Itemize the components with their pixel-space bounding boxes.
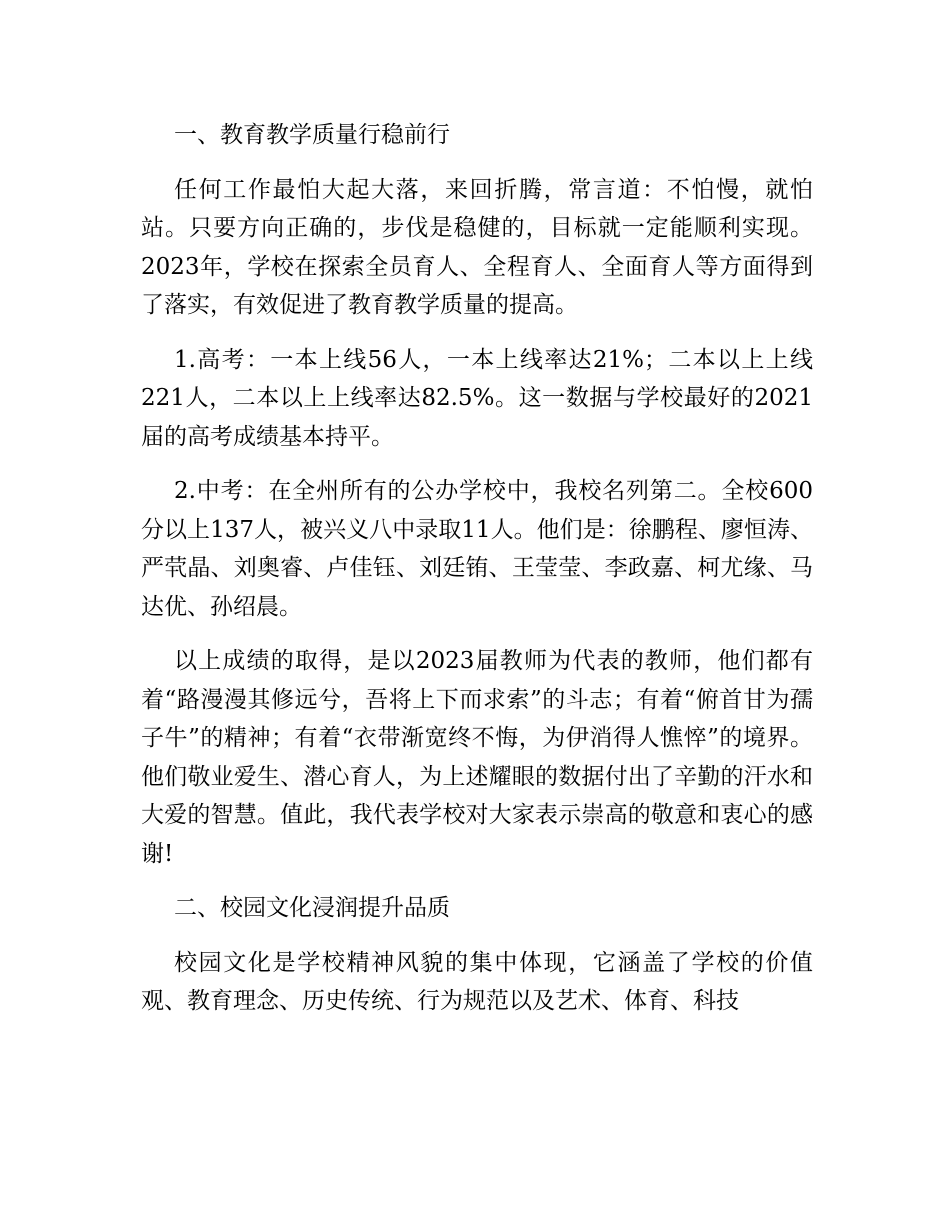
paragraph-teachers-thanks: 以上成绩的取得，是以2023届教师为代表的教师，他们都有着“路漫漫其修远兮，吾将上下而求索”的斗志；有着“俯首甘为孺子牛”的精神；有着“衣带渐宽终不悔，为伊消得人憔悴”的境界。他们敬业爱生、潜心育人，为上述耀眼的数据付出了辛勤的汗水和大爱的智慧。值此，我代表学校对大家表示崇高的敬意和衷心的感谢! [141,648,813,867]
paragraph-stability: 任何工作最怕大起大落，来回折腾，常言道：不怕慢，就怕站。只要方向正确的，步伐是稳健的，目标就一定能顺利实现。2023年，学校在探索全员育人、全程育人、全面育人等方面得到了落实，有效促进了教育教学质量的提高。 [141,176,813,318]
section-heading-1: 一、教育教学质量行稳前行 [174,122,450,148]
paragraph-campus-culture: 校园文化是学校精神风貌的集中体现，它涵盖了学校的价值观、教育理念、历史传统、行为规范以及艺术、体育、科技 [141,949,813,1014]
paragraph-zhongkao: 2.中考：在全州所有的公办学校中，我校名列第二。全校600分以上137人，被兴义八中录取11人。他们是：徐鹏程、廖恒涛、严茕晶、刘奥睿、卢佳钰、刘廷铕、王莹莹、李政嘉、柯尤缘、马达优、孙绍晨。 [141,478,813,620]
document-body [141,116,813,1037]
paragraph-gaokao: 1.高考：一本上线56人，一本上线率达21%；二本以上上线221人，二本以上上线率达82.5%。这一数据与学校最好的2021届的高考成绩基本持平。 [141,346,813,450]
section-heading-2: 二、校园文化浸润提升品质 [174,895,450,921]
